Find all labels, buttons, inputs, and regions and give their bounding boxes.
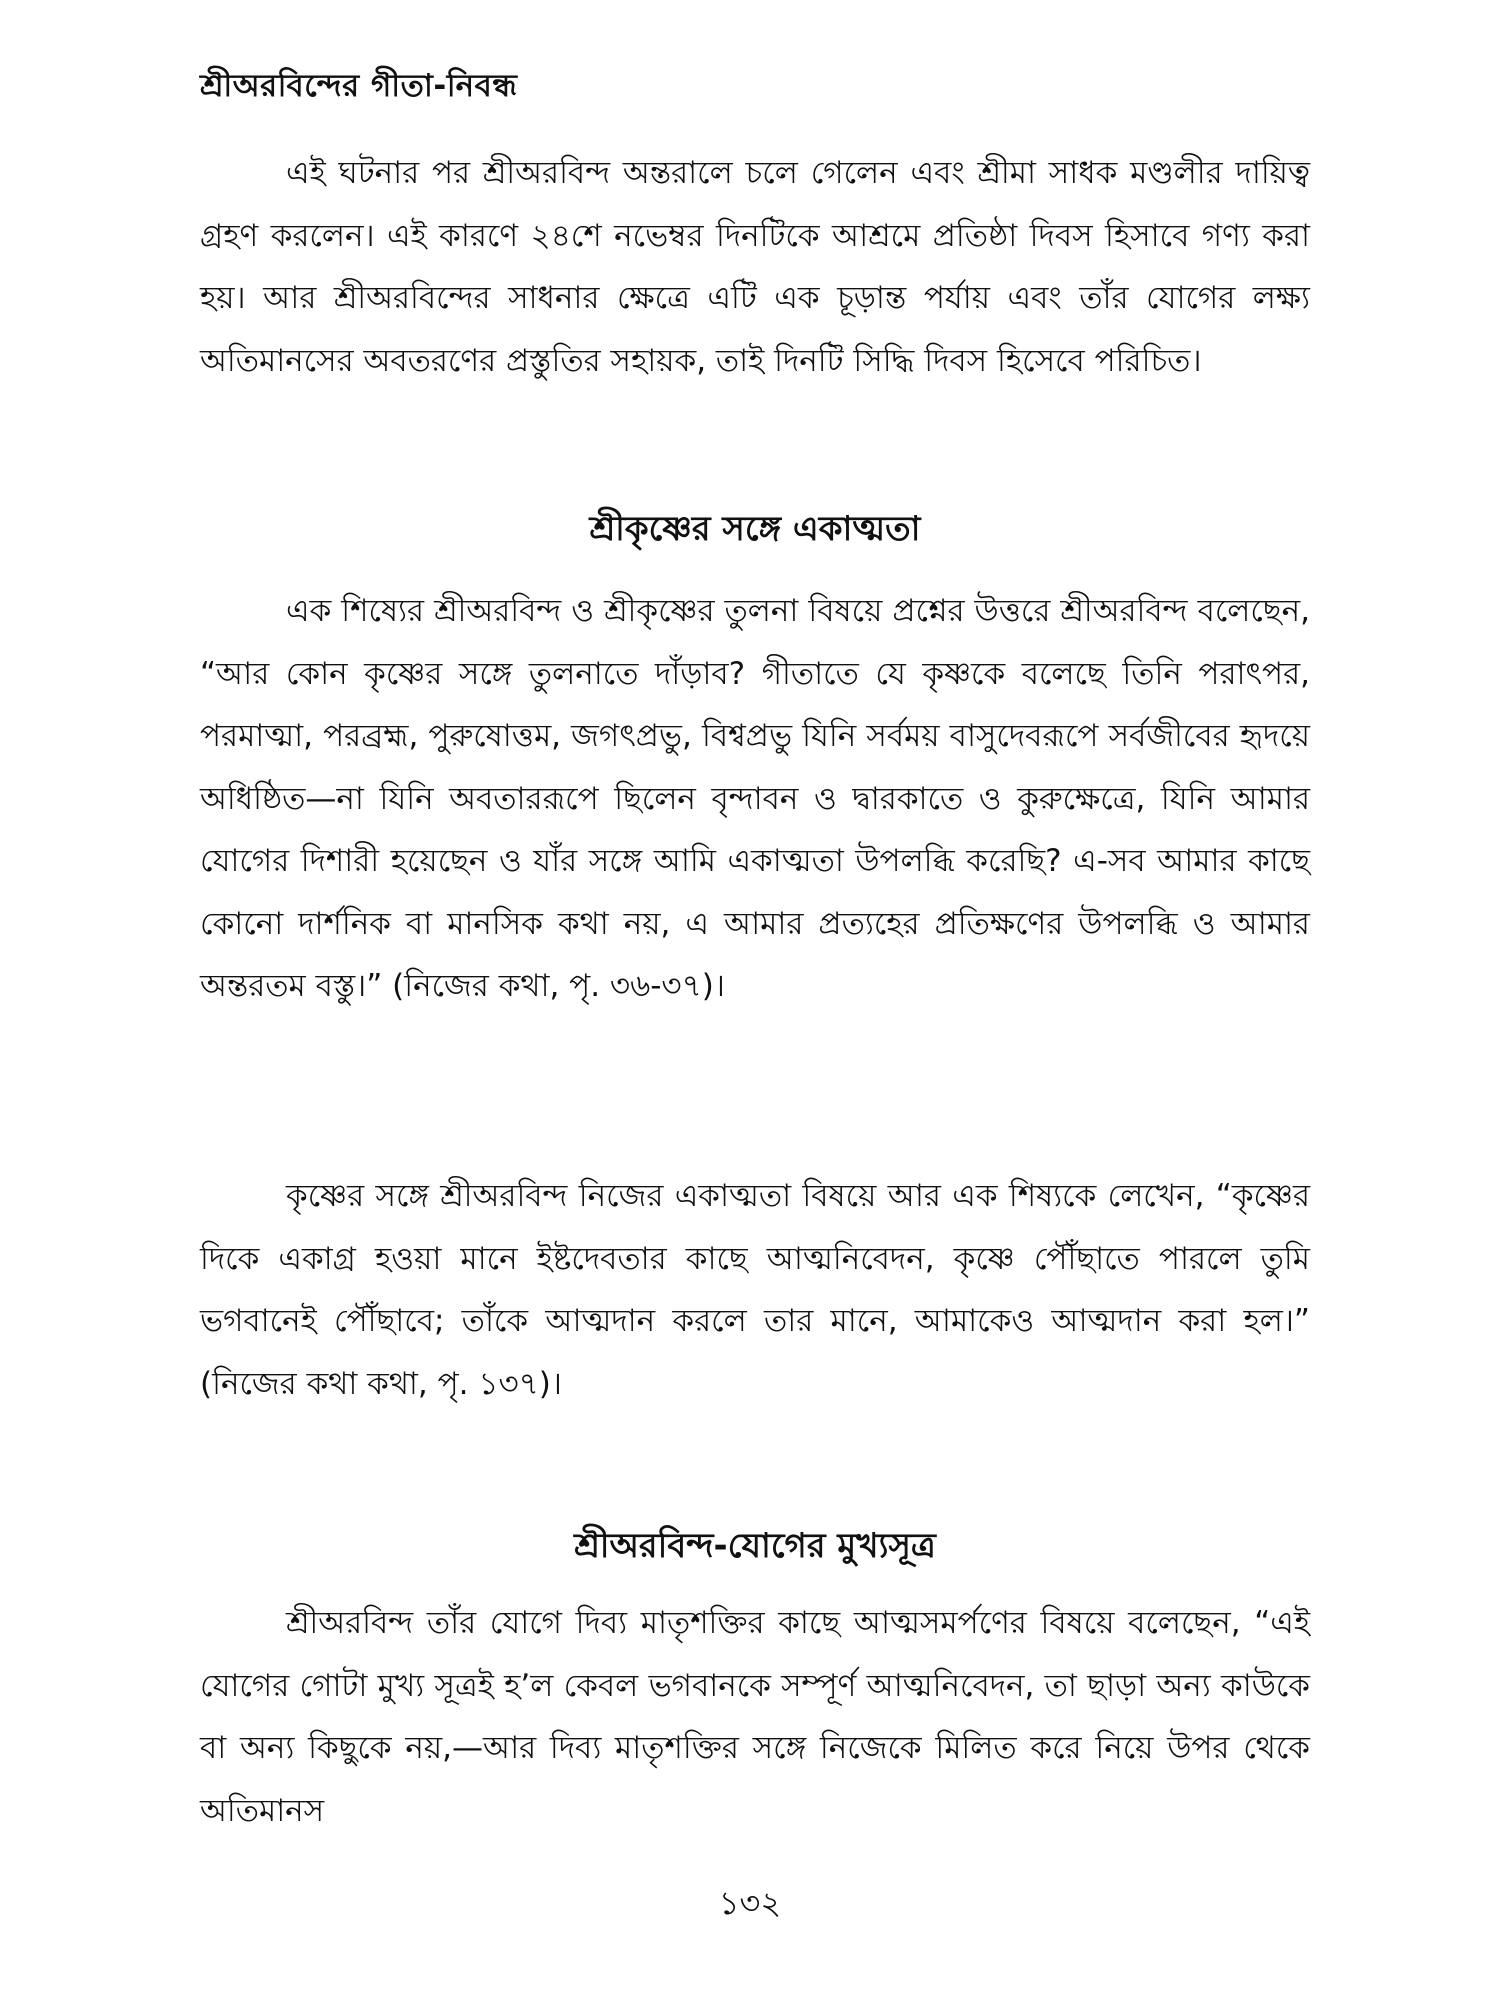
page-number: ১৩২ (718, 1884, 782, 1922)
paragraph-siddhi-day: এই ঘটনার পর শ্রীঅরবিন্দ অন্তরালে চলে গেলেন এবং শ্রীমা সাধক মণ্ডলীর দায়িত্ব গ্রহণ করলেন। এই কারণে ২৪শে নভেম্বর দিনটিকে আশ্রমে প্রতিষ্ঠা দিবস হিসাবে গণ্য করা হয়। আর শ্রীঅরবিন্দের সাধনার ক্ষেত্রে এটি এক চূড়ান্ত পর্যায় এবং তাঁর যোগের লক্ষ্য অতিমানসের অবতরণের প্রস্তুতির সহায়ক, তাই দিনটি সিদ্ধি দিবস হিসেবে পরিচিত। (200, 155, 1310, 379)
running-head: শ্রীঅরবিন্দের গীতা-নিবন্ধ (200, 68, 518, 104)
section-heading-main-principle: শ্রীঅরবিন্দ-যোগের মুখ্যসূত্র (574, 1526, 936, 1566)
paragraph-mother-surrender: শ্রীঅরবিন্দ তাঁর যোগে দিব্য মাতৃশক্তির কাছে আত্মসমর্পণের বিষয়ে বলেছেন, “এই যোগের গোটা মুখ্য সূত্রই হ’ল কেবল ভগবানকে সম্পূর্ণ আত্মনিবেদন, তা ছাড়া অন্য কাউকে বা অন্য কিছুকে নয়,—আর দিব্য মাতৃশক্তির সঙ্গে নিজেকে মিলিত করে নিয়ে উপর থেকে অতিমানস (200, 1605, 1310, 1829)
section-heading-krishna-oneness: শ্রীকৃষ্ণের সঙ্গে একাত্মতা (589, 509, 921, 549)
paragraph-krishna-comparison: এক শিষ্যের শ্রীঅরবিন্দ ও শ্রীকৃষ্ণের তুলনা বিষয়ে প্রশ্নের উত্তরে শ্রীঅরবিন্দ বলেছেন, “আর কোন কৃষ্ণের সঙ্গে তুলনাতে দাঁড়াব? গীতাতে যে কৃষ্ণকে বলেছে তিনি পরাৎপর, পরমাত্মা, পরব্রহ্ম, পুরুষোত্তম, জগৎপ্রভু, বিশ্বপ্রভু যিনি সর্বময় বাসুদেবরূপে সর্বজীবের হৃদয়ে অধিষ্ঠিত—না যিনি অবতাররূপে ছিলেন বৃন্দাবন ও দ্বারকাতে ও কুরুক্ষেত্রে, যিনি আমার যোগের দিশারী হয়েছেন ও যাঁর সঙ্গে আমি একাত্মতা উপলব্ধি করেছি? এ-সব আমার কাছে কোনো দার্শনিক বা মানসিক কথা নয়, এ আমার প্রত্যহের প্রতিক্ষণের উপলব্ধি ও আমার অন্তরতম বস্তু।” (নিজের কথা, পৃ. ৩৬-৩৭)। (200, 593, 1310, 1004)
paragraph-krishna-surrender: কৃষ্ণের সঙ্গে শ্রীঅরবিন্দ নিজের একাত্মতা বিষয়ে আর এক শিষ্যকে লেখেন, “কৃষ্ণের দিকে একাগ্র হওয়া মানে ইষ্টদেবতার কাছে আত্মনিবেদন, কৃষ্ণে পৌঁছাতে পারলে তুমি ভগবানেই পৌঁছাবে; তাঁকে আত্মদান করলে তার মানে, আমাকেও আত্মদান করা হল।” (নিজের কথা কথা, পৃ. ১৩৭)। (200, 1178, 1310, 1402)
